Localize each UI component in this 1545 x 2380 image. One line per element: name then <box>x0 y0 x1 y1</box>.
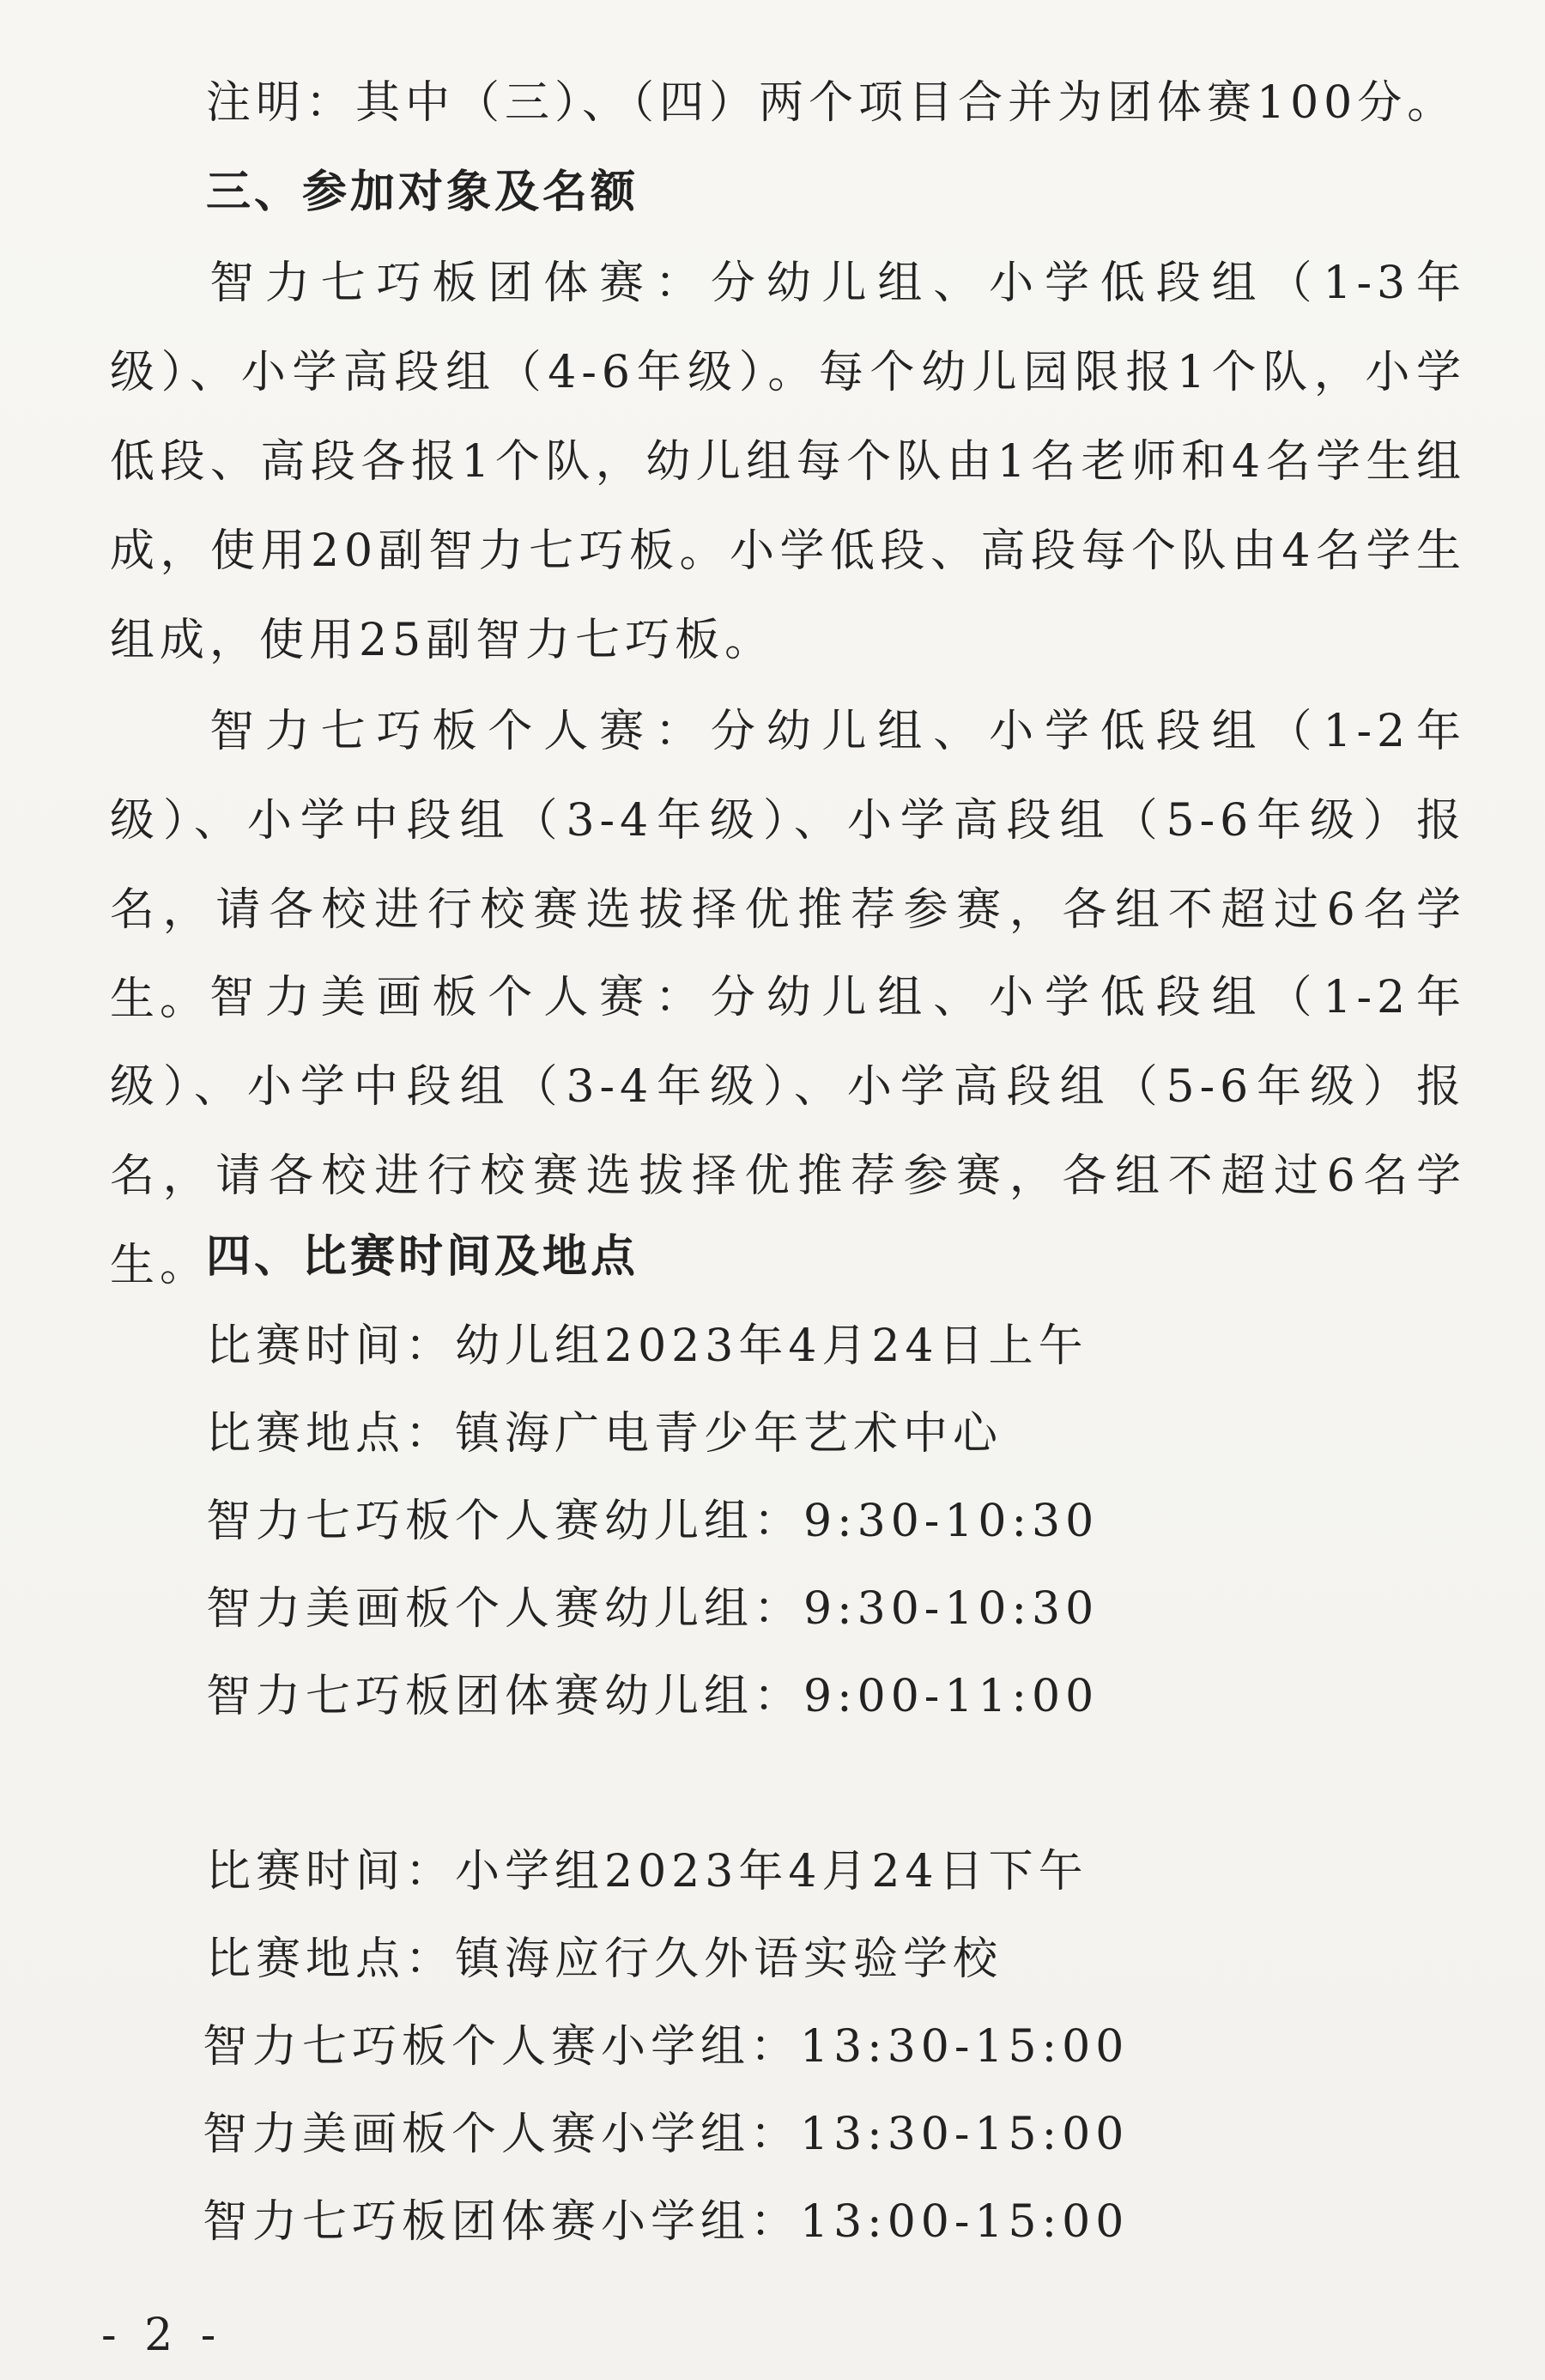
section3-heading: 三、参加对象及名额 <box>206 167 639 218</box>
section3-tangram-individual-paragraph: 智力七巧板个人赛：分幼儿组、小学低段组（1-2年级）、小学中段组（3-4年级）、小学高段组（5-6年级）报名，请各校进行校赛选拔择优推荐参赛，各组不超过6名学生。 <box>110 706 1466 1025</box>
section3-meihua-individual-paragraph: 智力美画板个人赛：分幼儿组、小学低段组（1-2年级）、小学中段组（3-4年级）、小学高段组（5-6年级）报名，请各校进行校赛选拔择优推荐参赛，各组不超过6名学生。 <box>110 972 1466 1291</box>
primary-time: 比赛时间：小学组2023年4月24日下午 <box>206 1846 1088 1897</box>
primary-schedule-item: 智力美画板个人赛小学组：13:30-15:00 <box>203 2109 1130 2160</box>
kindergarten-time: 比赛时间：幼儿组2023年4月24日上午 <box>206 1321 1088 1372</box>
kindergarten-schedule-item: 智力美画板个人赛幼儿组：9:30-10:30 <box>206 1583 1100 1635</box>
primary-place: 比赛地点：镇海应行久外语实验学校 <box>206 1934 1003 1985</box>
section3-team-paragraph: 智力七巧板团体赛：分幼儿组、小学低段组（1-3年级）、小学高段组（4-6年级）。每个幼儿园限报1个队，小学低段、高段各报1个队，幼儿组每个队由1名老师和4名学生组成，使用20副智力七巧板。小学低段、高段每个队由4名学生组成，使用25副智力七巧板。 <box>110 258 1466 666</box>
kindergarten-schedule-item: 智力七巧板团体赛幼儿组：9:00-11:00 <box>206 1671 1100 1722</box>
kindergarten-place: 比赛地点：镇海广电青少年艺术中心 <box>206 1408 1003 1460</box>
primary-schedule-item: 智力七巧板个人赛小学组：13:30-15:00 <box>203 2021 1130 2073</box>
note-line: 注明：其中（三）、（四）两个项目合并为团体赛100分。 <box>206 77 1457 129</box>
section4-heading: 四、比赛时间及地点 <box>206 1231 639 1283</box>
primary-schedule-item: 智力七巧板团体赛小学组：13:00-15:00 <box>203 2196 1130 2248</box>
page-number: - 2 - <box>101 2310 223 2361</box>
kindergarten-schedule-item: 智力七巧板个人赛幼儿组：9:30-10:30 <box>206 1496 1100 1547</box>
